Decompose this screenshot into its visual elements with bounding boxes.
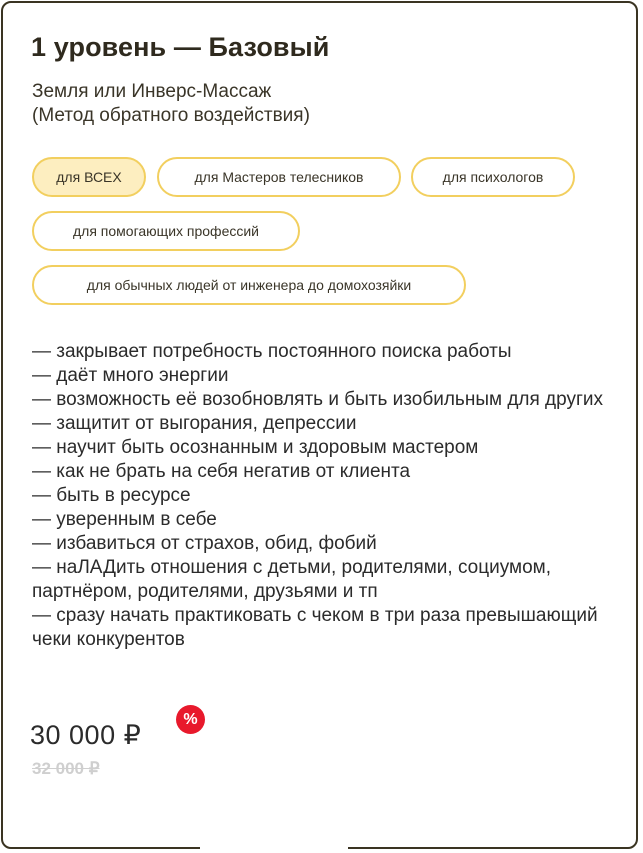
benefit-item: — закрывает потребность постоянного поиска работы [32, 341, 512, 362]
benefit-item: — избавиться от страхов, обид, фобий [32, 533, 377, 554]
benefit-item: — уверенным в себе [32, 509, 217, 530]
benefits-list [32, 340, 612, 652]
tag-for-body-masters[interactable]: для Мастеров телесников [157, 157, 401, 197]
benefit-item: — сразу начать практиковать с чеком в три раза превышающий чеки конкурентов [32, 605, 598, 650]
benefit-item: — как не брать на себя негатив от клиента [32, 461, 411, 482]
benefit-item: — наЛАДить отношения с детьми, родителями, социумом, партнёром, родителями, друзьями и тп [32, 557, 551, 602]
tariff-title: 1 уровень — Базовый [31, 32, 330, 62]
tag-for-helping-professions[interactable]: для помогающих профессий [32, 211, 300, 251]
benefit-item: — защитит от выгорания, депрессии [32, 413, 357, 434]
benefit-item: — даёт много энергии [32, 365, 229, 386]
tag-for-ordinary-people[interactable]: для обычных людей от инженера до домохозяйки [32, 265, 466, 305]
current-price: 30 000 ₽ [30, 720, 142, 750]
discount-percent-icon: % [176, 705, 205, 734]
subtitle-line-2: (Метод обратного воздействия) [32, 105, 310, 126]
tag-for-all[interactable]: для ВСЕХ [32, 157, 146, 197]
tariff-subtitle [32, 80, 310, 128]
card-border-gap [200, 846, 348, 852]
tag-for-psychologists[interactable]: для психологов [411, 157, 575, 197]
benefit-item: — возможность её возобновлять и быть изобильным для других [32, 389, 604, 410]
subtitle-line-1: Земля или Инверс-Массаж [32, 81, 272, 102]
old-price: 32 000 ₽ [32, 759, 100, 778]
benefit-item: — быть в ресурсе [32, 485, 191, 506]
benefit-item: — научит быть осознанным и здоровым мастером [32, 437, 479, 458]
